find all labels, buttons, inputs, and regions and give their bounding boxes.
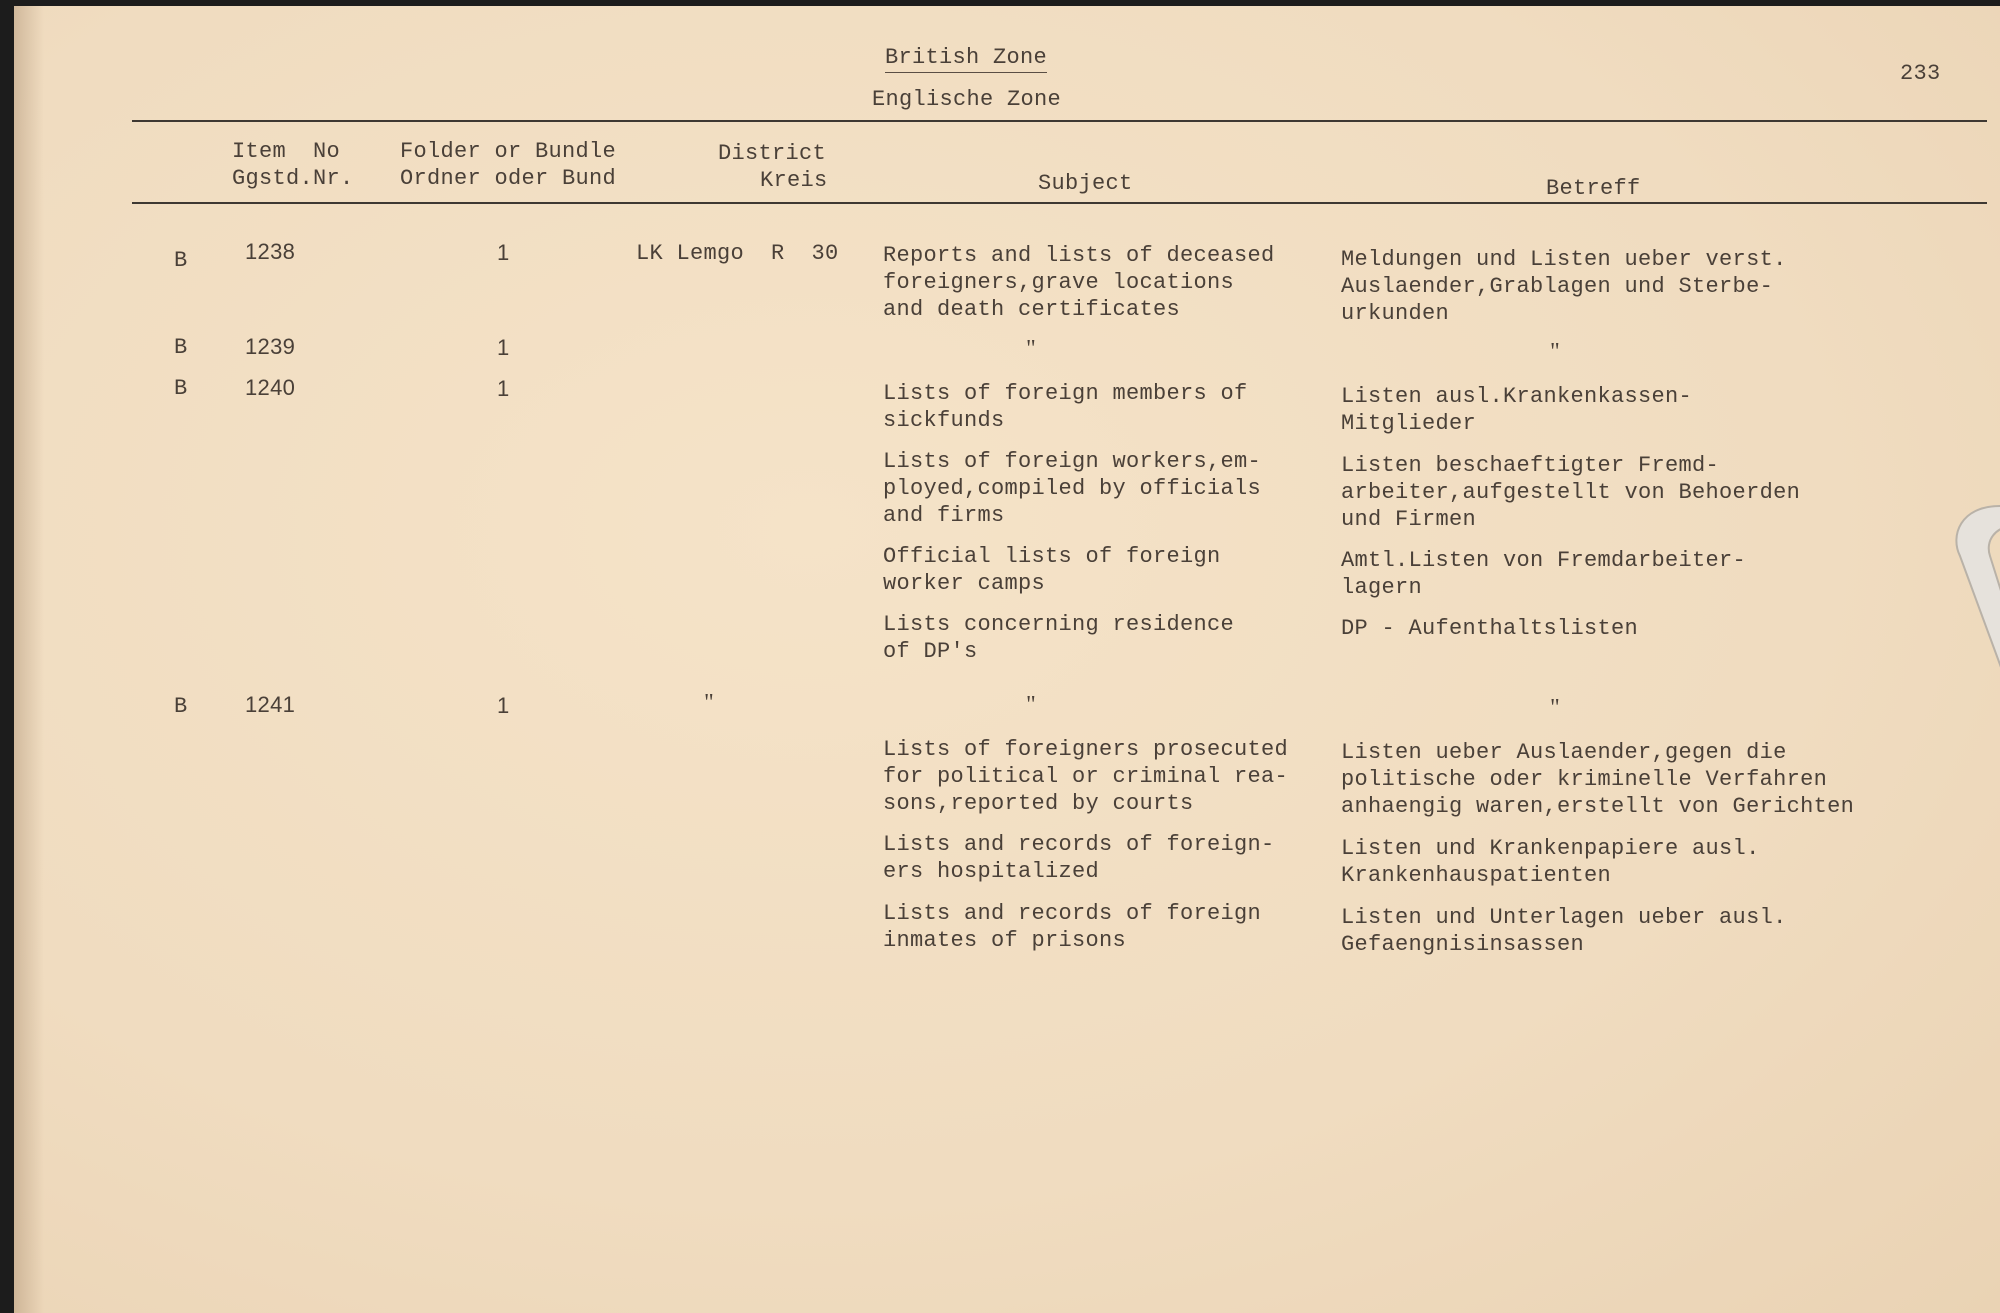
row-betreff: Listen und Krankenpapiere ausl. Krankenhauspatienten: [1341, 836, 1760, 888]
binding-shadow: [14, 6, 44, 1313]
row-prefix: B: [174, 335, 188, 360]
row-subject: Lists of foreign members of sickfunds: [883, 381, 1248, 433]
row-subject: Lists and records of foreign- ers hospitalized: [883, 832, 1275, 884]
row-item-no: 1239: [245, 334, 296, 359]
row-betreff: Listen beschaeftigter Fremd- arbeiter,aufgestellt von Behoerden und Firmen: [1341, 453, 1801, 532]
row-betreff: Listen ueber Auslaender,gegen die politische oder kriminelle Verfahren anhaengig waren,erstellt von Gerichten: [1341, 740, 1855, 819]
row-betreff: Listen und Unterlagen ueber ausl. Gefaengnisinsassen: [1341, 905, 1787, 957]
row-prefix: B: [174, 248, 188, 273]
row-folder: 1: [497, 335, 510, 360]
row-subject: Lists and records of foreign inmates of prisons: [883, 901, 1262, 953]
zone-title-de: Englische Zone: [872, 87, 1062, 112]
row-folder: 1: [497, 240, 510, 265]
header-rule-bottom: [132, 202, 1987, 204]
row-item-no: 1241: [245, 692, 296, 717]
row-subject: Lists concerning residence of DP's: [883, 612, 1235, 664]
col-folder-en: Folder or Bundle: [400, 139, 617, 164]
row-betreff: DP - Aufenthaltslisten: [1341, 616, 1639, 641]
row-subject: Lists of foreign workers,em- ployed,compiled by officials and firms: [883, 449, 1262, 528]
ditto-mark: ": [1550, 695, 1560, 721]
row-subject: Lists of foreigners prosecuted for political or criminal rea- sons,reported by courts: [883, 737, 1289, 816]
row-subject: Reports and lists of deceased foreigners,grave locations and death certificates: [883, 243, 1275, 322]
col-betreff: Betreff: [1546, 176, 1641, 201]
row-subject: Official lists of foreign worker camps: [883, 544, 1221, 596]
row-item-no: 1238: [245, 239, 296, 264]
row-prefix: B: [174, 694, 188, 719]
col-district-de: Kreis: [760, 168, 828, 193]
row-district: LK Lemgo R 30: [636, 241, 839, 266]
col-item-en: Item No: [232, 139, 341, 164]
ditto-mark: ": [1026, 692, 1036, 718]
row-item-no: 1240: [245, 375, 296, 400]
col-item-de: Ggstd.Nr.: [232, 166, 354, 191]
row-prefix: B: [174, 376, 188, 401]
col-folder-de: Ordner oder Bund: [400, 166, 617, 191]
ditto-mark: ": [1550, 339, 1560, 365]
row-betreff: Listen ausl.Krankenkassen- Mitglieder: [1341, 384, 1693, 436]
col-subject: Subject: [1038, 171, 1133, 196]
tweezer-icon: [1940, 496, 2000, 756]
ditto-mark: ": [704, 690, 714, 716]
ditto-mark: ": [1026, 336, 1036, 362]
col-district-en: District: [718, 141, 827, 166]
header-rule-top: [132, 120, 1987, 122]
row-folder: 1: [497, 376, 510, 401]
zone-title-en: British Zone: [885, 44, 1047, 73]
row-folder: 1: [497, 693, 510, 718]
row-betreff: Meldungen und Listen ueber verst. Auslaender,Grablagen und Sterbe- urkunden: [1341, 247, 1787, 326]
row-betreff: Amtl.Listen von Fremdarbeiter- lagern: [1341, 548, 1747, 600]
document-page: [14, 6, 2000, 1313]
page-number: 233: [1900, 61, 1941, 86]
